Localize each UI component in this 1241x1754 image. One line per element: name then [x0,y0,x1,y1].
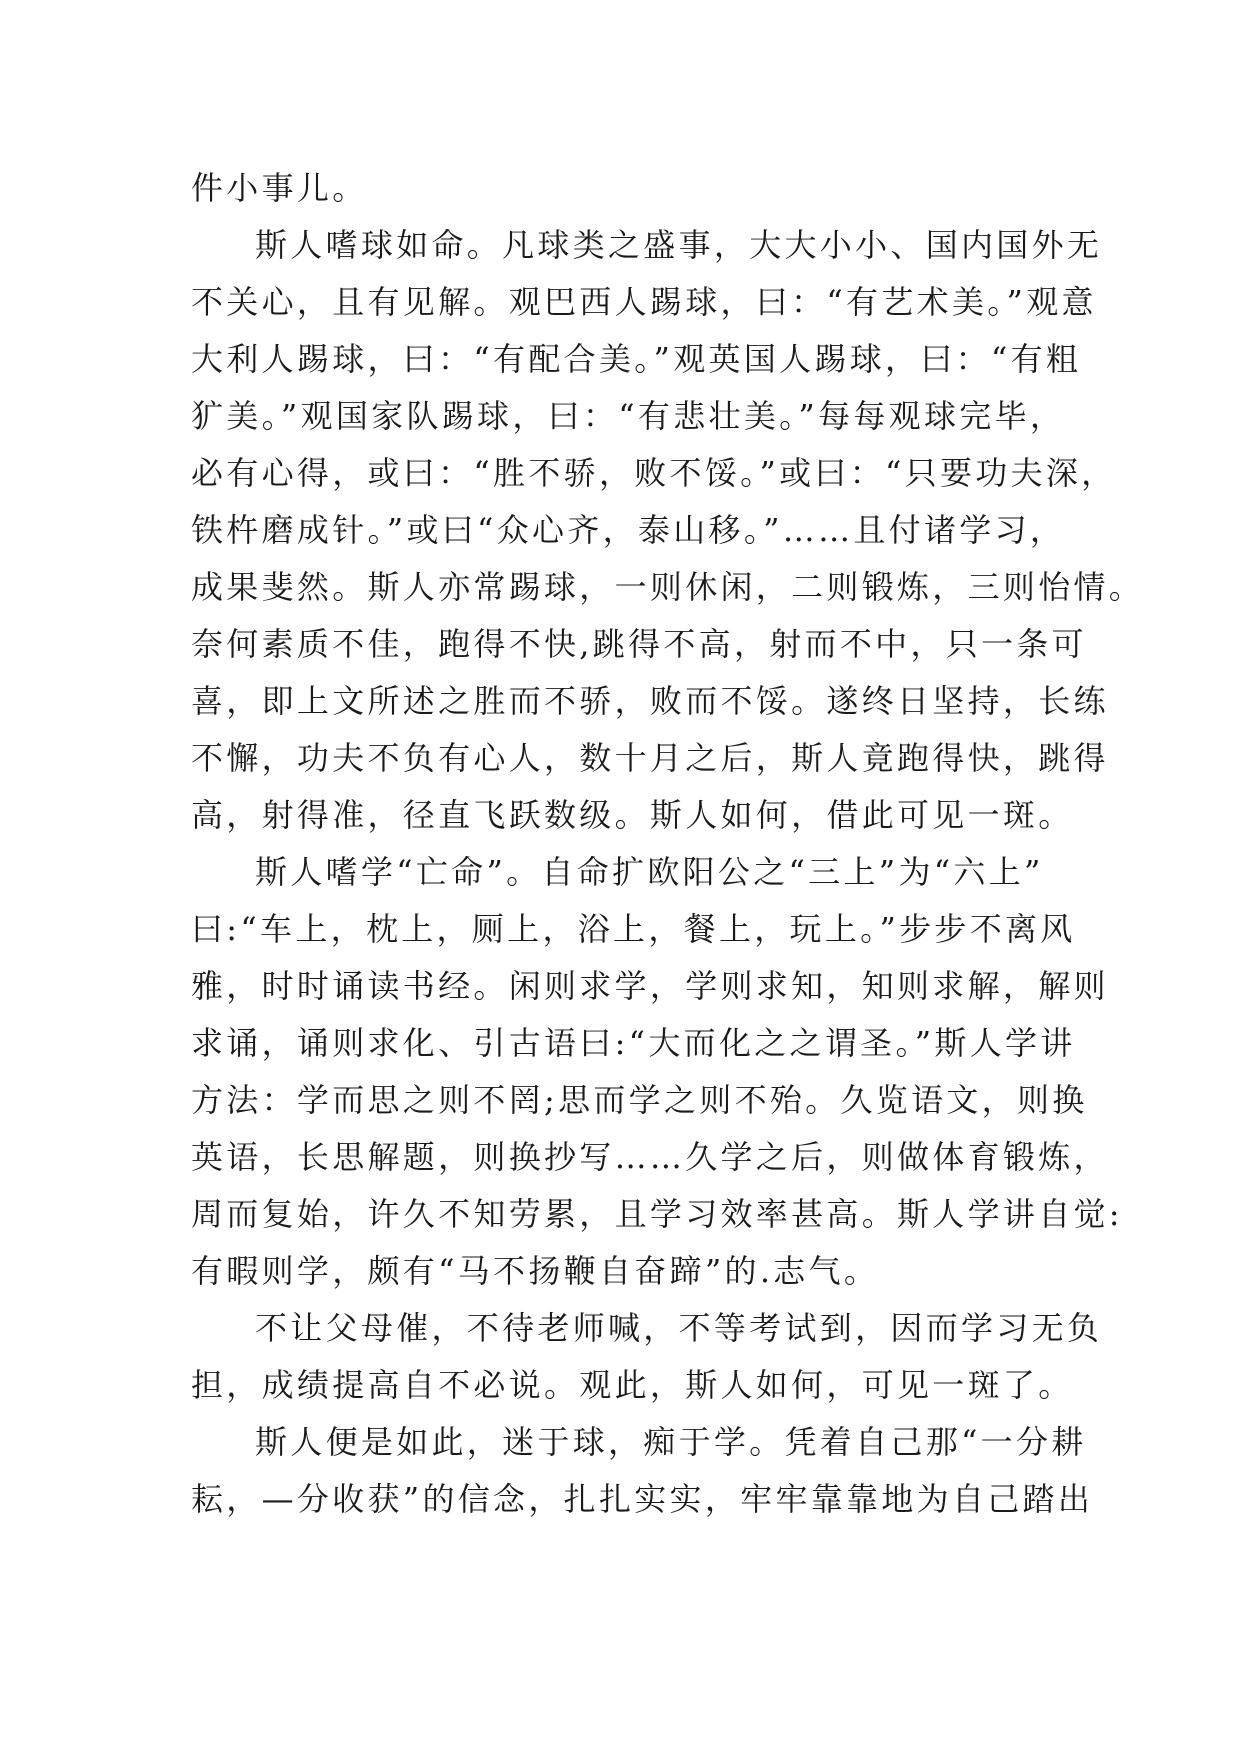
text-line: 有暇则学，颇有“马不扬鞭自奋蹄”的.志气。 [191,1252,880,1290]
text-line: 周而复始，许久不知劳累，且学习效率甚高。斯人学讲自觉: [191,1195,1123,1233]
text-line: 不让父母催，不待老师喊，不等考试到，因而学习无负 [255,1309,1103,1347]
text-line: 必有心得，或曰：“胜不骄，败不馁。”或曰：“只要功夫深， [191,454,1117,492]
text-line: 斯人嗜学“亡命”。自命扩欧阳公之“三上”为“六上” [255,853,1044,891]
text-line: 铁杵磨成针。”或曰“众心齐，泰山移。”……且付诸学习， [191,511,1066,549]
text-line: 耘，—分收获”的信念，扎扎实实，牢牢靠靠地为自己踏出 [191,1480,1094,1518]
text-line: 不懈，功夫不负有心人，数十月之后，斯人竟跑得快，跳得 [191,739,1109,777]
text-line: 英语，长思解题，则换抄写……久学之后，则做体育锻炼， [191,1138,1109,1176]
text-line: 犷美。”观国家队踢球，曰：“有悲壮美。”每每观球完毕， [191,397,1066,435]
text-line: 斯人嗜球如命。凡球类之盛事，大大小小、国内国外无 [255,226,1103,264]
text-line: 大利人踢球，曰：“有配合美。”观英国人踢球，曰：“有粗 [191,340,1082,378]
text-line: 曰:“车上，枕上，厕上，浴上，餐上，玩上。”步步不离风 [191,910,1076,948]
text-line: 方法：学而思之则不罔;思而学之则不殆。久览语文，则换 [191,1081,1088,1119]
text-line: 担，成绩提高自不必说。观此，斯人如何，可见一斑了。 [191,1366,1074,1404]
essay-body [191,160,1145,1528]
text-line: 不关心，且有见解。观巴西人踢球，曰：“有艺术美。”观意 [191,283,1097,321]
text-line: 斯人便是如此，迷于球，痴于学。凭着自己那“一分耕 [255,1423,1087,1461]
text-line: 喜，即上文所述之胜而不骄，败而不馁。遂终日坚持，长练 [191,682,1109,720]
text-line: 雅，时时诵读书经。闲则求学，学则求知，知则求解，解则 [191,967,1109,1005]
text-line: 件小事儿。 [191,169,368,207]
text-line: 成果斐然。斯人亦常踢球，一则休闲，二则锻炼，三则怡情。 [191,568,1145,606]
text-line: 高，射得准，径直飞跃数级。斯人如何，借此可见一斑。 [191,796,1074,834]
text-line: 奈何素质不佳，跑得不快,跳得不高，射而不中，只一条可 [191,625,1087,663]
text-line: 求诵，诵则求化、引古语曰:“大而化之之谓圣。”斯人学讲 [191,1024,1076,1062]
